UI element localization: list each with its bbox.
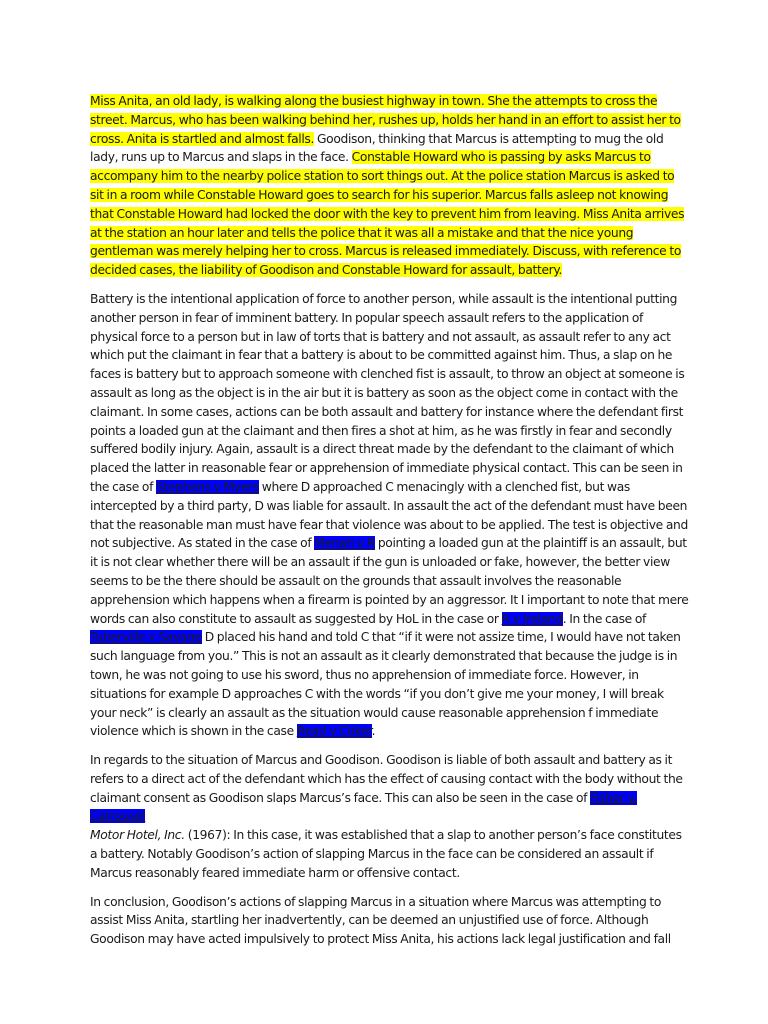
conclusion-paragraph bbox=[90, 893, 690, 949]
case-citation-link[interactable]: R v Ireland bbox=[501, 611, 563, 626]
highlighted-text: Miss Anita, an old lady, is walking along the busiest highway in town. She the attempts to cross the street. Marcus, who has been walking behind her, rushes up, holds her hand in an effort to assist her to cross. Anita is startled and almost falls. bbox=[90, 94, 681, 146]
case-citation-link[interactable]: Menah v R bbox=[314, 536, 375, 551]
paragraph-text: In conclusion, Goodison’s actions of slapping Marcus in a situation where Marcus was attempting to assist Miss Anita, startling her inadvertently, can be deemed an unjustified use of force. Although Goodison may have acted impulsively to protect Miss Anita, his actions lack legal justification and fall bbox=[90, 894, 671, 947]
document-body bbox=[90, 92, 690, 959]
paragraph-text: (1967): In this case, it was established that a slap to another person’s face constitutes a battery. Notably Goodison’s action of slapping Marcus in the face can be considered an assault if Marcus reasonably feared immediate harm or offensive contact. bbox=[90, 828, 682, 880]
paragraph-text: where D approached C menacingly with a clenched fist, but was intercepted by a third party, D was liable for assault. In assault the act of the defendant must have been that the reasonable man must have fear that violence was about to be applied. The test is objective and not subjective. As stated in the case of bbox=[90, 479, 688, 551]
case-name-italic: Motor Hotel, Inc. bbox=[90, 828, 185, 843]
paragraph-text: . bbox=[371, 724, 376, 739]
problem-question-paragraph bbox=[90, 92, 690, 280]
paragraph-text: . In the case of bbox=[562, 611, 646, 626]
paragraph-text: D placed his hand and told C that “if it were not assize time, I would have not taken such language from you.” This is not an assault as it clearly demonstrated that because the judge is in town, he was not going to use his sword, thus no apprehension of immediate force. However, in situations for example D approaches C with the words “if you don’t give me your money, I will break your neck” is clearly an assault as the situation would cause reasonable apprehension f immediate violence which is shown in the case bbox=[90, 630, 681, 739]
paragraph-text: Goodison, thinking that Marcus is attempting to mug the old lady, runs up to Marcus and slaps in the face. bbox=[90, 131, 664, 165]
paragraph-text: In regards to the situation of Marcus and Goodison. Goodison is liable of both assault and battery as it refers to a direct act of the defendant which has the effect of causing contact with the body without the claimant consent as Goodison slaps Marcus’s face. This can also be seen in the case of bbox=[90, 753, 683, 805]
paragraph-text: pointing a loaded gun at the plaintiff is an assault, but it is not clear whether there will be an assault if the gun is unloaded or fake, however, the better view seems to be the there should be assault on the grounds that assault involves the reasonable apprehension which happens when a firearm is pointed by an aggressor. It I important to note that mere words can also constitute to assault as suggested by HoL in the case or bbox=[90, 536, 689, 626]
case-citation-link[interactable]: Read v Coker bbox=[296, 724, 372, 739]
paragraph-text: Battery is the intentional application of force to another person, while assault is the intentional putting another person in fear of imminent battery. In popular speech assault refers to the application of physical force to a person but in law of torts that is battery and not assault, as assault refer to any act which put the claimant in fear that a battery is about to be committed against him. Thus, a slap on he faces is battery but to approach someone with clenched fist is assault, to throw an object at someone is assault as long as the object is in the air but it is battery as soon as the object come in contact with the claimant. In some cases, actions can be both assault and battery for instance where the defendant first points a loaded gun at the claimant and then fires a shot at him, as he was firstly in fear and secondly suffered bodily injury. Again, assault is a direct threat made by the defendant to the claimant of which placed the latter in reasonable fear or apprehension of immediate physical contact. This can be seen in the case of bbox=[90, 291, 685, 494]
case-citation-link[interactable]: Tuberville v Savage bbox=[90, 630, 202, 645]
case-citation-link[interactable]: Fisher v. Carrousel bbox=[90, 790, 637, 824]
application-paragraph bbox=[90, 751, 690, 883]
highlighted-text: Constable Howard who is passing by asks Marcus to accompany him to the nearby police station to sort things out. At the police station Marcus is asked to sit in a room while Constable Howard goes to search for his superior. Marcus falls asleep not knowing that Constable Howard had locked the door with the key to prevent him from leaving. Miss Anita arrives at the station an hour later and tells the police that it was all a mistake and that the nice young gentleman was merely helping her to cross. Marcus is released immediately. Discuss, with reference to decided cases, the liability of Goodison and Constable Howard for assault, battery. bbox=[90, 150, 685, 278]
definitions-paragraph bbox=[90, 290, 690, 741]
case-citation-link[interactable]: Stephens v Myers bbox=[156, 479, 259, 494]
